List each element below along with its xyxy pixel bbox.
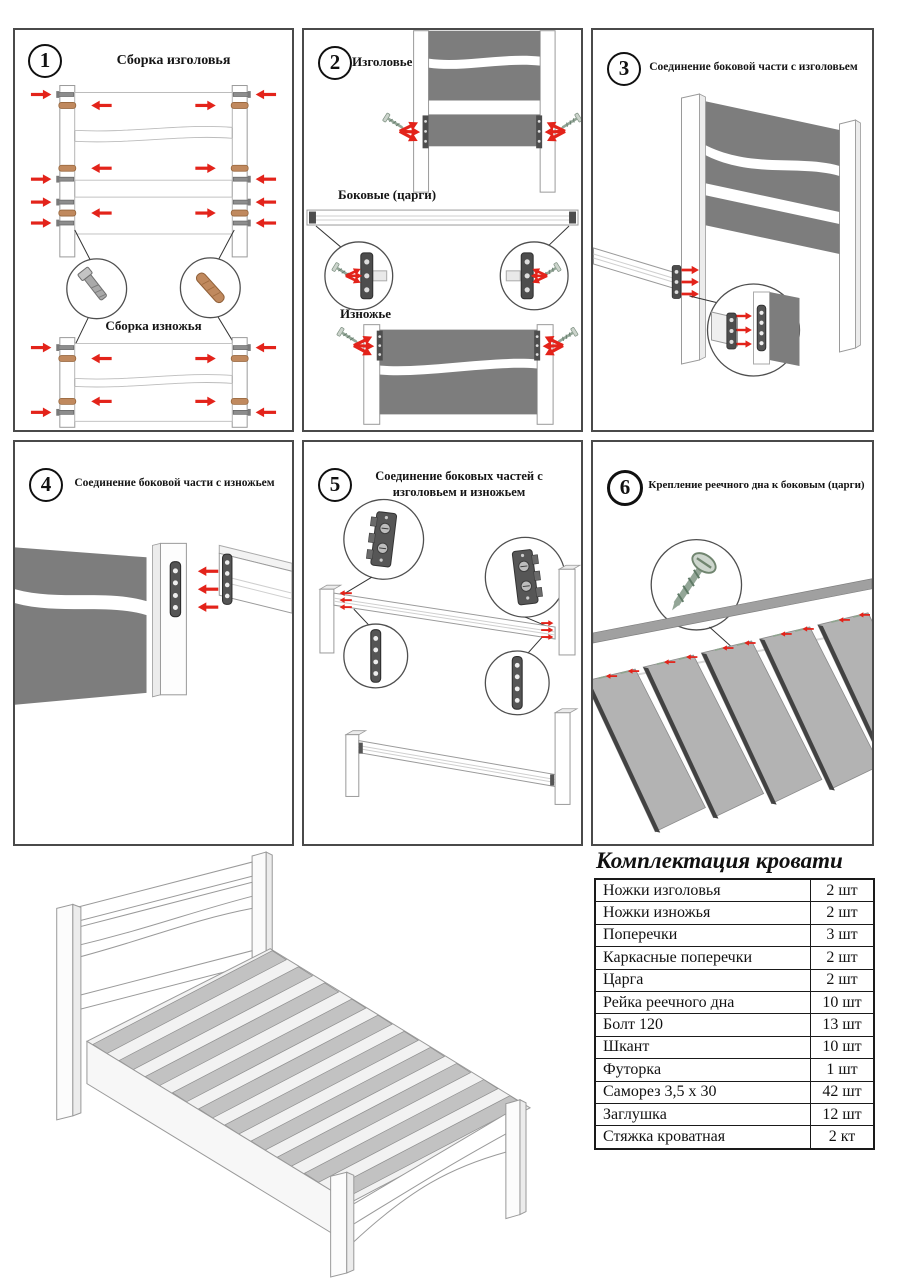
- part-name: Саморез 3,5 х 30: [595, 1081, 811, 1103]
- parts-table: [594, 878, 875, 1150]
- side-rail-3d: [219, 545, 292, 613]
- step1-title: Сборка изголовья: [116, 53, 231, 68]
- assembled-bed-diagram: [28, 850, 593, 1278]
- part-qty: 13 шт: [811, 1014, 875, 1036]
- table-row: [595, 902, 874, 924]
- part-name: Ножки изголовья: [595, 879, 811, 902]
- parts-list: [594, 848, 875, 1150]
- part-qty: 2 шт: [811, 879, 875, 902]
- footboard-front-view: [31, 338, 276, 428]
- step2-panel: [302, 28, 583, 432]
- part-qty: 2 шт: [811, 969, 875, 991]
- footboard: [337, 325, 579, 425]
- post-plate: [170, 562, 180, 617]
- step2-sides-label: Боковые (царги): [338, 187, 437, 202]
- step4-title: Соединение боковой части с изножьем: [74, 477, 275, 489]
- table-row: [595, 1059, 874, 1081]
- step1-panel: [13, 28, 294, 432]
- red-arrows: [198, 566, 218, 611]
- step2-diagram: [304, 30, 581, 430]
- table-row: [595, 879, 874, 902]
- table-row: [595, 1081, 874, 1103]
- step4-diagram: [15, 442, 292, 844]
- step3-title: Соединение боковой части с изголовьем: [649, 61, 858, 73]
- side-rail-3d: [594, 248, 681, 299]
- part-name: Заглушка: [595, 1103, 811, 1125]
- part-qty: 2 шт: [811, 947, 875, 969]
- step2-footboard-label: Изножье: [340, 306, 392, 321]
- step3-panel: [591, 28, 874, 432]
- part-qty: 42 шт: [811, 1081, 875, 1103]
- step1-number: 1: [28, 44, 62, 78]
- table-row: [595, 1036, 874, 1058]
- step6-number: 6: [607, 470, 643, 506]
- part-name: Шкант: [595, 1036, 811, 1058]
- red-arrows: [682, 266, 699, 298]
- step3-number: 3: [607, 52, 641, 86]
- step3-diagram: [593, 30, 872, 430]
- plate-detail-1: [371, 630, 381, 683]
- part-qty: 2 кт: [811, 1126, 875, 1149]
- step4-panel: [13, 440, 294, 846]
- part-name: Каркасные поперечки: [595, 947, 811, 969]
- table-row: [595, 947, 874, 969]
- table-row: [595, 969, 874, 991]
- part-name: Рейка реечного дна: [595, 991, 811, 1013]
- part-name: Футорка: [595, 1059, 811, 1081]
- step6-panel: [591, 440, 874, 846]
- part-qty: 10 шт: [811, 1036, 875, 1058]
- table-row: [595, 1126, 874, 1149]
- part-name: Стяжка кроватная: [595, 1126, 811, 1149]
- slats: [593, 612, 872, 832]
- table-row: [595, 1103, 874, 1125]
- step5-panel: [302, 440, 583, 846]
- assembled-bed-illustration: [28, 850, 593, 1278]
- part-qty: 3 шт: [811, 924, 875, 946]
- part-name: Поперечки: [595, 924, 811, 946]
- step2-headboard-label: Изголовье: [352, 54, 413, 69]
- step1-footboard-label: Сборка изножья: [105, 318, 202, 333]
- table-row: [595, 924, 874, 946]
- step4-number: 4: [29, 468, 63, 502]
- plate-detail-2: [512, 657, 522, 710]
- parts-list-title: Комплектация кровати: [596, 848, 843, 873]
- step6-title: Крепление реечного дна к боковым (царги): [648, 479, 865, 491]
- part-qty: 12 шт: [811, 1103, 875, 1125]
- table-row: [595, 1014, 874, 1036]
- side-rail: [307, 210, 578, 225]
- assembled-rail: [346, 709, 577, 805]
- frame-and-slats: [87, 949, 530, 1245]
- table-row: [595, 991, 874, 1013]
- step1-diagram: [15, 30, 292, 430]
- part-qty: 2 шт: [811, 902, 875, 924]
- part-qty: 1 шт: [811, 1059, 875, 1081]
- part-name: Ножки изножья: [595, 902, 811, 924]
- step5-diagram: [304, 442, 581, 844]
- headboard-front-view: [31, 86, 276, 257]
- footboard-3d: [15, 543, 186, 704]
- part-qty: 10 шт: [811, 991, 875, 1013]
- part-name: Болт 120: [595, 1014, 811, 1036]
- step5-title: Соединение боковых частей с изголовьем и изножьем: [375, 469, 543, 500]
- step2-number: 2: [318, 46, 352, 80]
- step5-number: 5: [318, 468, 352, 502]
- part-name: Царга: [595, 969, 811, 991]
